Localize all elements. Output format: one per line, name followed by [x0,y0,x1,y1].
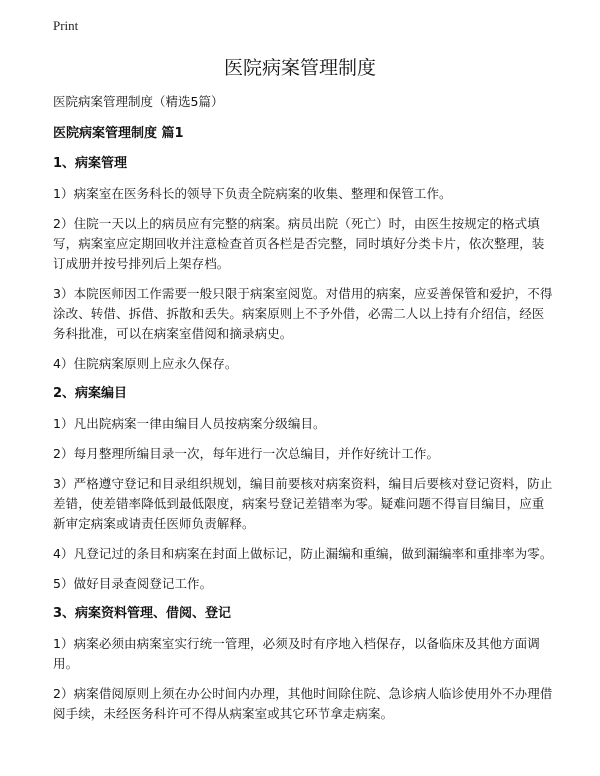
document-title: 医院病案管理制度 [223,57,376,79]
paragraph: 1）凡出院病案一律由编目人员按病案分级编目。 [53,416,326,431]
paragraph: 5）做好目录查阅登记工作。 [53,576,213,591]
paragraph: 2）病案借阅原则上须在办公时间内办理，其他时间除住院、急诊病人临诊使用外不办理借阅手续，未经医务科许可不得从病案室或其它环节拿走病案。 [53,686,553,721]
section-2 [53,384,553,594]
paragraph: 2）住院一天以上的病员应有完整的病案。病员出院（死亡）时，由医生按规定的格式填写，病案室应定期回收并注意检查首页各栏是否完整，同时填好分类卡片，依次整理，装订成册并按号排列后上架存档。 [53,216,545,271]
paragraph: 3）严格遵守登记和目录组织规划，编目前要核对病案资料，编目后要核对登记资料，防止差错，使差错率降低到最低限度，病案号登记差错率为零。疑难问题不得盲目编目，应重新审定病案或请责任医师负责解释。 [53,476,553,531]
document-subtitle: 医院病案管理制度（精选5篇） [53,94,224,109]
print-link[interactable]: Print [53,18,79,33]
paragraph: 4）凡登记过的条目和病案在封面上做标记，防止漏编和重编，做到漏编率和重排率为零。 [53,546,553,561]
section-heading: 2、病案编目 [53,386,128,401]
paragraph: 2）每月整理所编目录一次，每年进行一次总编目，并作好统计工作。 [53,446,440,461]
section-3 [53,604,553,724]
section-heading: 3、病案资料管理、借阅、登记 [53,606,232,621]
paragraph: 1）病案室在医务科长的领导下负责全院病案的收集、整理和保管工作。 [53,186,452,201]
document-body [53,92,553,734]
section-heading: 1、病案管理 [53,156,128,171]
paragraph: 3）本院医师因工作需要一般只限于病案室阅览。对借用的病案，应妥善保管和爱护，不得涂改、转借、拆借、拆散和丢失。病案原则上不予外借，必需二人以上持有介绍信，经医务科批准，可以在病案室借阅和摘录病史。 [53,286,553,341]
section-1 [53,154,553,374]
part-heading: 医院病案管理制度 篇1 [53,126,184,141]
paragraph: 1）病案必须由病案室实行统一管理，必须及时有序地入档保存，以备临床及其他方面调用。 [53,636,540,671]
paragraph: 4）住院病案原则上应永久保存。 [53,356,238,371]
